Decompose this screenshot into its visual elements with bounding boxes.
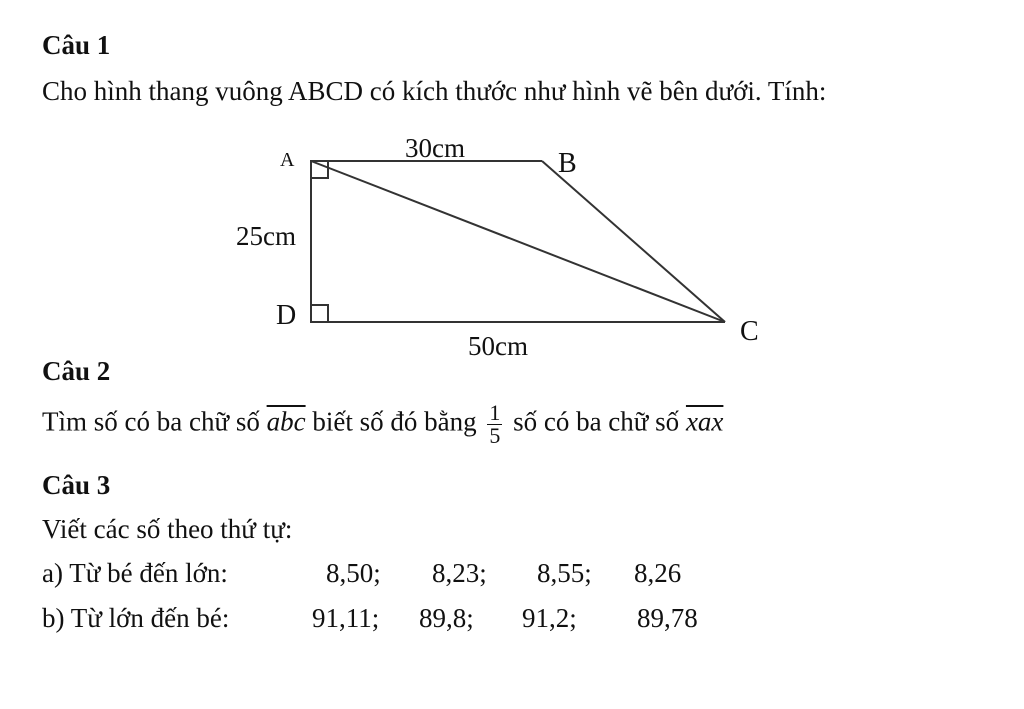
fraction-numerator: 1 (489, 400, 501, 425)
question-3b-label: b) Từ lớn đến bé: (42, 603, 230, 633)
question-3b-value-4: 89,78 (637, 603, 698, 633)
question-3-text: Viết các số theo thứ tự: (42, 514, 293, 544)
number-xax: $\overline{xax}$ (685, 406, 724, 437)
question-3b-value-2: 89,8; (419, 603, 474, 633)
vertex-label-b: B (558, 148, 577, 179)
question-2-post: số có ba chữ số (513, 406, 680, 437)
question-3a-value-2: 8,23; (432, 558, 487, 588)
dimension-ad: 25cm (236, 221, 296, 251)
question-3a-value-4: 8,26 (634, 558, 682, 588)
question-2-pre: Tìm số có ba chữ số (42, 406, 260, 437)
fraction-one-fifth (487, 402, 502, 447)
question-3b-value-1: 91,11; (312, 603, 380, 633)
fraction-denominator: 5 (489, 423, 501, 448)
question-3a-value-3: 8,55; (537, 558, 592, 588)
question-3b-value-3: 91,2; (522, 603, 577, 633)
question-3-title: Câu 3 (42, 470, 111, 500)
diagonal-ac (311, 161, 725, 322)
question-2-title: Câu 2 (42, 356, 111, 386)
question-2-text (42, 402, 723, 447)
vertex-label-c: C (740, 316, 759, 347)
dimension-dc: 50cm (468, 331, 528, 361)
question-3a-label: a) Từ bé đến lớn: (42, 558, 228, 588)
dimension-ab: 30cm (405, 133, 465, 163)
question-1-text: Cho hình thang vuông ABCD có kích thước như hình vẽ bên dưới. Tính: (42, 76, 827, 106)
right-angle-mark-d (311, 305, 328, 322)
number-abc: $\overline{abc}$ (266, 406, 306, 437)
question-2-mid: biết số đó bằng (312, 406, 477, 437)
question-3a-value-1: 8,50; (326, 558, 381, 588)
vertex-label-d: D (276, 300, 297, 331)
vertex-label-a: A (280, 149, 295, 171)
side-bc (542, 161, 725, 322)
question-1-title: Câu 1 (42, 30, 111, 60)
